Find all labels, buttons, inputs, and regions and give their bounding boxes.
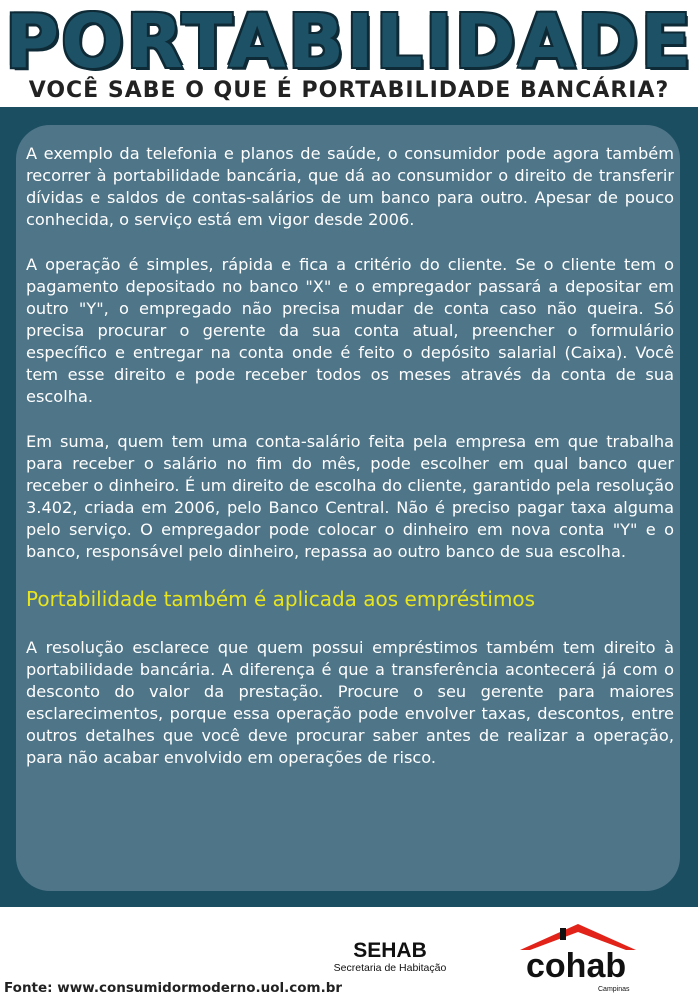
page-subtitle: VOCÊ SABE O QUE É PORTABILIDADE BANCÁRIA? [28, 78, 670, 103]
page-title: PORTABILIDADE [4, 0, 694, 85]
sehab-name: SEHAB [353, 939, 427, 962]
paragraph-intro: A exemplo da telefonia e planos de saúde, o consumidor pode agora também recorrer à portabilidade bancária, que dá ao consumidor o direito de transferir dívidas e saldos de contas-salários de um banco para outro. Apesar de pouco conhecida, o serviço está em vigor desde 2006. [26, 144, 674, 229]
paragraph-operation: A operação é simples, rápida e fica a critério do cliente. Se o cliente tem o pagamento depositado no banco "X" e o empregador passará a depositar em outro "Y", o empregado não precisa mudar de conta caso não queira. Só precisa procurar o gerente da sua conta atual, preencher o formulário específico e entregar na conta onde é feito o depósito salarial (Caixa). Você tem esse direito e pode receber todos os meses através da conta de sua escolha. [26, 255, 674, 406]
sehab-logo [320, 940, 460, 974]
paragraph-loans: A resolução esclarece que quem possui empréstimos também tem direito à portabilidade bancária. A diferença é que a transferência acontecerá já com o desconto do valor da prestação. Procure o seu gerente para maiores esclarecimentos, porque essa operação pode envolver taxas, descontos, entre outros detalhes que você deve procurar saber antes de realizar a operação, para não acabar envolvido em operações de risco. [26, 638, 674, 767]
content-card [16, 125, 680, 891]
paragraph-summary: Em suma, quem tem uma conta-salário feita pela empresa em que trabalha para receber o salário no fim do mês, pode escolher em qual banco quer receber o dinheiro. É um direito de escolha do cliente, garantido pela resolução 3.402, criada em 2006, pelo Banco Central. Não é preciso pagar taxa alguma pelo serviço. O empregador pode colocar o dinheiro em nova conta "Y" e o banco, responsável pelo dinheiro, repassa ao outro banco de sua escolha. [26, 432, 674, 561]
cohab-name: cohab [526, 947, 627, 985]
sehab-subtitle: Secretaria de Habitação [333, 962, 447, 974]
source-credit: Fonte: www.consumidormoderno.uol.com.br [4, 980, 343, 996]
cohab-logo [516, 920, 640, 998]
section-subheading: Portabilidade também é aplicada aos empréstimos [26, 587, 536, 611]
cohab-city: Campinas [598, 986, 630, 993]
